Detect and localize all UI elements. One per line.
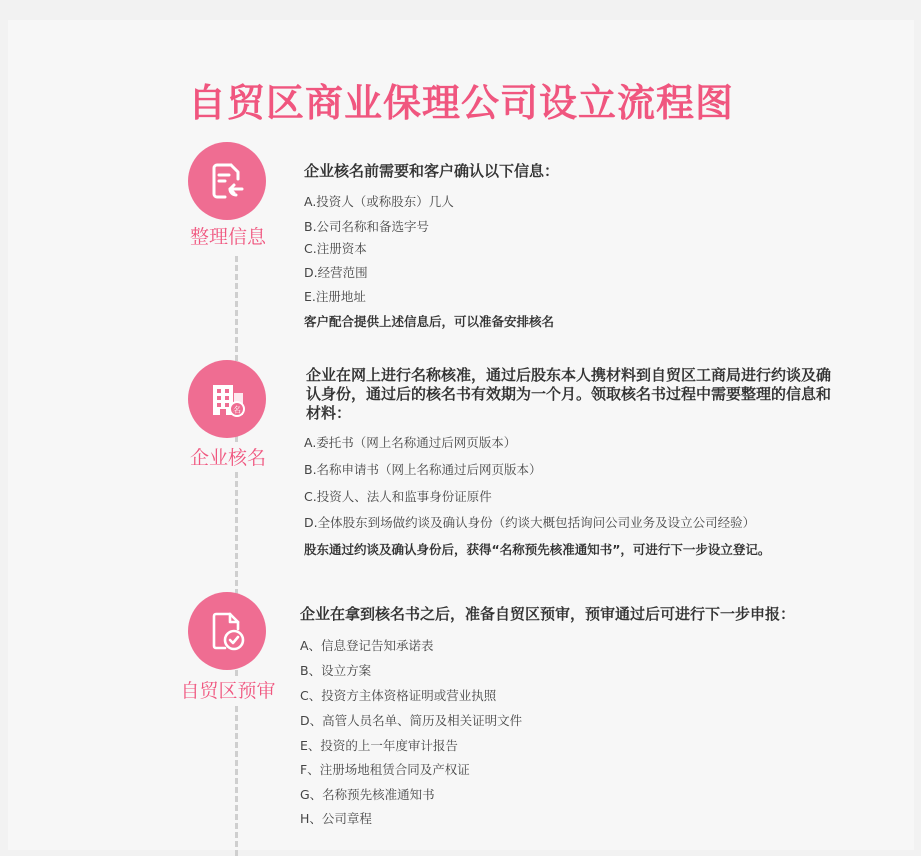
step-1-item: A.投资人（或称股东）几人	[304, 194, 454, 209]
step-2-note: 股东通过约谈及确认身份后，获得“名称预先核准通知书”，可进行下一步设立登记。	[304, 542, 771, 557]
step-3-item: G、名称预先核准通知书	[300, 787, 435, 802]
step-1-item: B.公司名称和备选字号	[304, 219, 430, 234]
document-return-icon	[205, 159, 249, 203]
flowchart-card	[8, 20, 914, 850]
step-2-item: D.全体股东到场做约谈及确认身份（约谈大概包括询问公司业务及设立公司经验）	[304, 515, 756, 530]
svg-text:名: 名	[233, 405, 241, 415]
step-1-item: D.经营范围	[304, 265, 368, 280]
step-2-icon-circle	[188, 360, 266, 438]
page-title: 自贸区商业保理公司设立流程图	[187, 81, 734, 125]
step-3-item: F、注册场地租赁合同及产权证	[300, 762, 470, 777]
step-3-item: H、公司章程	[300, 811, 372, 826]
step-3-item: D、高管人员名单、简历及相关证明文件	[300, 713, 523, 728]
step-1-heading: 企业核名前需要和客户确认以下信息：	[304, 162, 560, 180]
office-building-icon	[205, 377, 249, 421]
document-check-icon	[205, 609, 249, 653]
step-1-note: 客户配合提供上述信息后，可以准备安排核名	[304, 314, 555, 329]
step-3-icon-circle	[188, 592, 266, 670]
step-1-item: E.注册地址	[304, 289, 366, 304]
step-3-item: A、信息登记告知承诺表	[300, 638, 434, 653]
step-3-heading: 企业在拿到核名书之后，准备自贸区预审，预审通过后可进行下一步申报：	[300, 605, 796, 623]
step-2-item: B.名称申请书（网上名称通过后网页版本）	[304, 462, 542, 477]
step-3-item: B、设立方案	[300, 663, 372, 678]
step-3-label: 自贸区预审	[158, 678, 298, 704]
step-1-icon-circle	[188, 142, 266, 220]
step-3-item: C、投资方主体资格证明或营业执照	[300, 688, 497, 703]
step-2-item: C.投资人、法人和监事身份证原件	[304, 489, 492, 504]
step-2-heading: 企业在网上进行名称核准，通过后股东本人携材料到自贸区工商局进行约谈及确认身份，通过后的核名书有效期为一个月。领取核名书过程中需要整理的信息和材料：	[306, 366, 832, 422]
step-2-item: A.委托书（网上名称通过后网页版本）	[304, 435, 517, 450]
step-2-label: 企业核名	[158, 445, 298, 471]
connector-line	[235, 256, 238, 856]
step-1-item: C.注册资本	[304, 241, 367, 256]
step-1-label: 整理信息	[158, 224, 298, 250]
step-3-item: E、投资的上一年度审计报告	[300, 738, 458, 753]
